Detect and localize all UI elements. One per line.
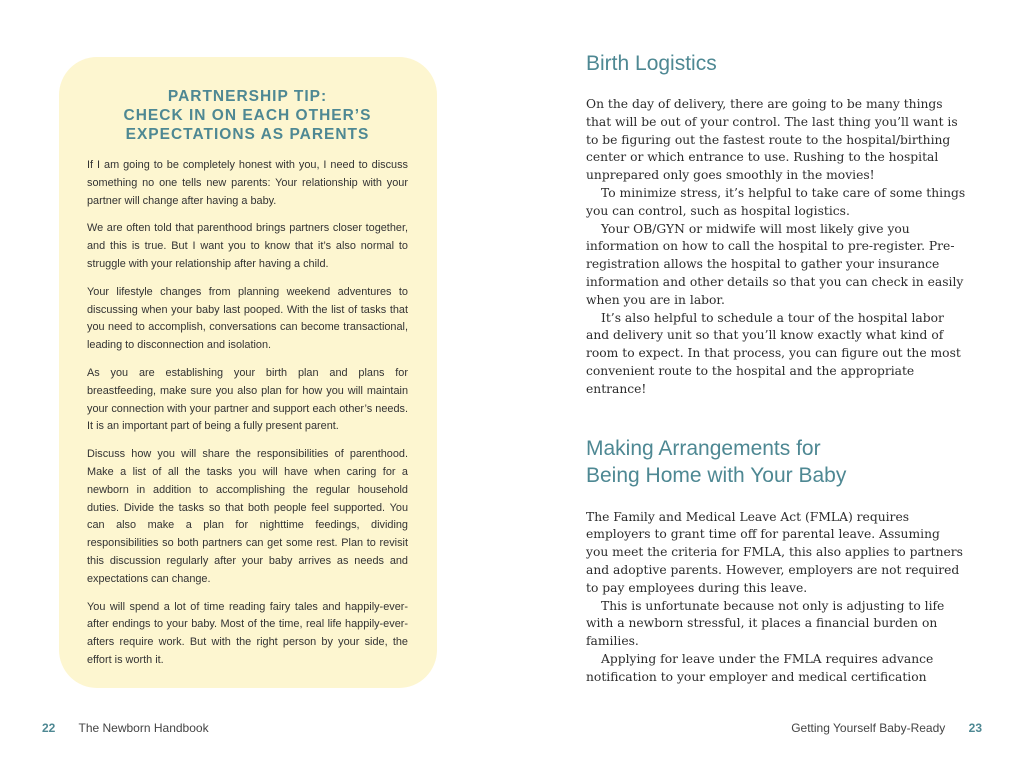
right-page-footer xyxy=(791,720,982,736)
left-page-number: 22 xyxy=(42,721,56,735)
section-heading-making-arrangements xyxy=(586,435,966,489)
tip-title-line: PARTNERSHIP TIP: xyxy=(167,88,328,105)
heading-line: Making Arrangements for xyxy=(586,436,821,460)
birth-logistics-body xyxy=(586,96,966,399)
partnership-tip-box xyxy=(59,57,437,688)
body-paragraph: It’s also helpful to schedule a tour of the hospital labor and delivery unit so that you’ll know exactly what kind of room to expect. In that process, you can figure out the most convenient route to the hospital and the appropriate entrance! xyxy=(586,310,961,396)
body-paragraph: On the day of delivery, there are going to be many things that will be out of your control. The last thing you’ll want is to be figuring out the fastest route to the hospital/birthing center or which entrance to use. Rushing to the hospital unprepared only goes smoothly in the movies! xyxy=(586,97,958,183)
body-paragraph: Applying for leave under the FMLA requires advance notification to your employer and medical certification xyxy=(586,651,934,684)
right-running-title: Getting Yourself Baby-Ready xyxy=(791,721,946,735)
body-paragraph: Your OB/GYN or midwife will most likely give you information on how to call the hospital to pre-register. Pre-registration allows the hospital to gather your insurance information and other details so that you can check in easily when you are in labor. xyxy=(586,221,964,307)
section-heading-birth-logistics: Birth Logistics xyxy=(586,52,717,75)
tip-title xyxy=(87,87,408,144)
right-page-number: 23 xyxy=(968,721,982,735)
right-page-content xyxy=(586,50,966,687)
left-running-title: The Newborn Handbook xyxy=(78,721,209,735)
tip-paragraph: Your lifestyle changes from planning weekend adventures to discussing when your baby last pooped. With the list of tasks that you need to accomplish, conversations can become transactional, leading to disconnection and isolation. xyxy=(87,285,408,352)
tip-paragraph: As you are establishing your birth plan and plans for breastfeeding, make sure you also plan for how you will maintain your connection with your partner and support each other’s needs. It is an important part of being a fully present parent. xyxy=(87,366,408,433)
tip-paragraph: Discuss how you will share the responsibilities of parenthood. Make a list of all the tasks you will have when caring for a newborn in addition to accomplishing the regular household duties. Divide the tasks so that both people feel supported. You can also make a plan for nighttime feedings, dividing responsibilities so both partners can get some rest. Plan to revisit this discussion regularly after your baby arrives as needs and expectations can change. xyxy=(87,448,408,585)
body-paragraph: This is unfortunate because not only is adjusting to life with a newborn stressful, it places a financial burden on families. xyxy=(586,598,945,649)
body-paragraph: The Family and Medical Leave Act (FMLA) requires employers to grant time off for parental leave. Assuming you meet the criteria for FMLA, this also applies to partners and adoptive parents. However, employers are not required to pay employees during this leave. xyxy=(586,509,963,595)
tip-title-line: EXPECTATIONS AS PARENTS xyxy=(125,126,370,143)
tip-paragraph: You will spend a lot of time reading fairy tales and happily-ever-after endings to your baby. Most of the time, real life happily-ever-afters require work. But with the right person by your side, the effort is worth it. xyxy=(87,600,408,666)
tip-paragraph: If I am going to be completely honest with you, I need to discuss something no one tells new parents: Your relationship with your partner will change after having a baby. xyxy=(87,159,408,207)
left-page-footer xyxy=(42,720,209,736)
tip-paragraph: We are often told that parenthood brings partners closer together, and this is true. But I want you to know that it’s also normal to struggle with your relationship after having a child. xyxy=(87,222,408,270)
heading-line: Being Home with Your Baby xyxy=(586,463,847,487)
tip-title-line: CHECK IN ON EACH OTHER’S xyxy=(123,107,372,124)
body-paragraph: To minimize stress, it’s helpful to take care of some things you can control, such as hospital logistics. xyxy=(586,185,966,218)
making-arrangements-body xyxy=(586,509,966,687)
